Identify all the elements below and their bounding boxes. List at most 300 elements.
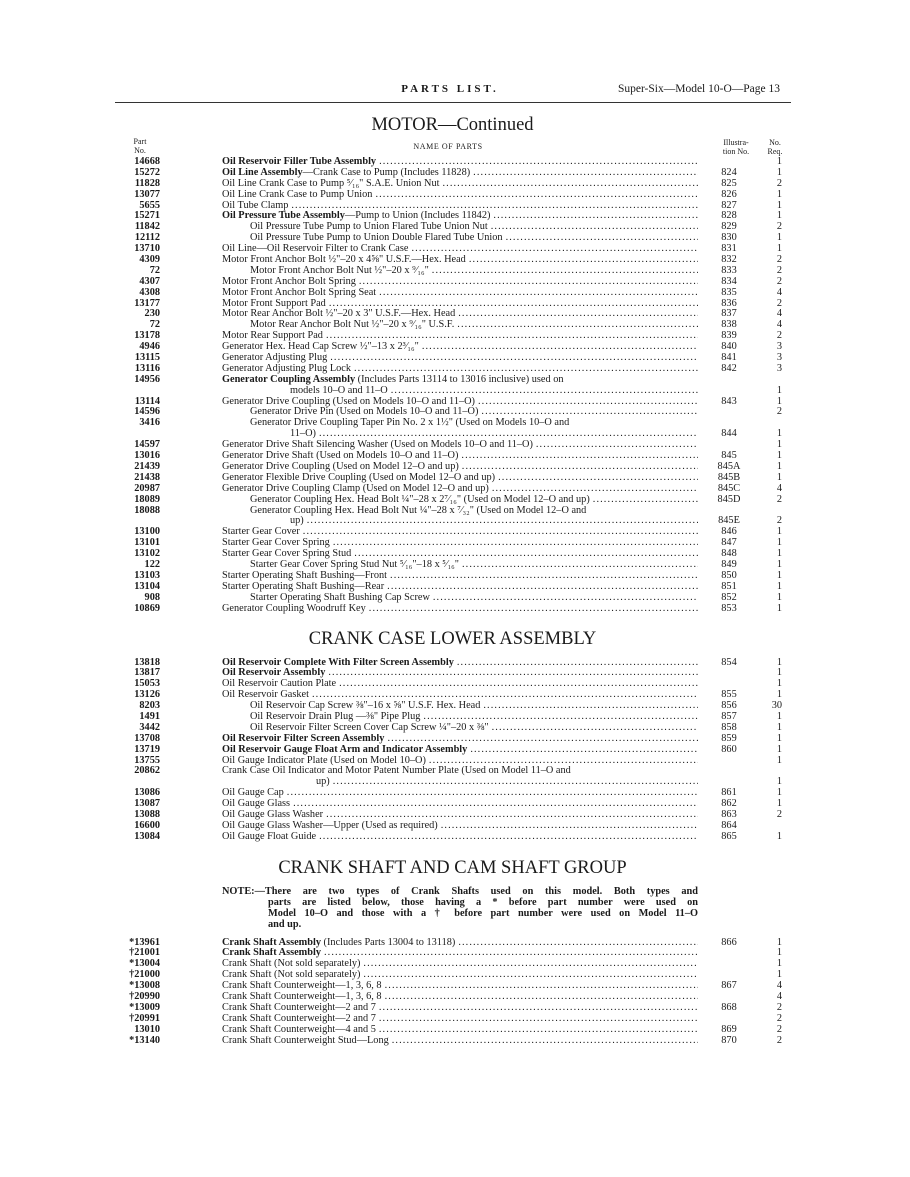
- part-name-rest: Starter Gear Cover Spring Stud: [222, 549, 352, 560]
- illustration-number: 862: [721, 798, 737, 810]
- quantity-required: 2: [776, 1012, 782, 1024]
- dot-leader: [384, 734, 698, 745]
- part-name: [222, 549, 698, 560]
- part-name: [222, 970, 698, 981]
- illustration-number: 848: [721, 548, 737, 560]
- dot-leader: [351, 364, 698, 375]
- section-title-motor: MOTOR—Continued: [371, 115, 534, 135]
- part-name: [222, 484, 698, 495]
- part-name-text: [250, 320, 454, 331]
- col-head-part-line1: Part: [133, 137, 147, 146]
- part-name: [222, 201, 698, 212]
- part-name: [250, 407, 698, 418]
- part-name-text: [222, 190, 372, 201]
- crank-case-parts-list: [0, 658, 910, 843]
- part-name-rest: Motor Rear Anchor Bolt ½"–20 x 3" U.S.F.—Hex. Head: [222, 309, 456, 320]
- part-name-text: [222, 745, 467, 756]
- part-number: 13126: [134, 689, 160, 701]
- parts-row: [0, 288, 910, 299]
- part-name-bold: Generator Coupling Assembly: [222, 374, 356, 385]
- part-number: 13016: [134, 450, 160, 462]
- part-name: [250, 320, 698, 331]
- part-name-text: [222, 679, 336, 690]
- part-name-text: [222, 353, 327, 364]
- part-number: 5655: [139, 199, 160, 211]
- parts-row: [0, 549, 910, 560]
- parts-row: [0, 190, 910, 201]
- part-name-rest: Starter Operating Shaft Bushing—Front: [222, 570, 388, 581]
- part-name-rest: Motor Front Anchor Bolt Nut ½"–20 x ⁹⁄₁₆": [250, 265, 429, 276]
- part-name-bold: Oil Reservoir Filter Screen Assembly: [222, 733, 385, 744]
- part-name-text: [222, 255, 466, 266]
- quantity-required: 1: [776, 569, 782, 581]
- quantity-required: 2: [776, 1023, 782, 1035]
- illustration-number: 844: [721, 428, 737, 440]
- illustration-number: 852: [721, 591, 737, 603]
- part-number: 14597: [134, 439, 160, 451]
- dot-leader: [356, 277, 698, 288]
- quantity-required: 1: [776, 199, 782, 211]
- part-name: [222, 799, 698, 810]
- illustration-number: 838: [721, 319, 737, 331]
- part-number: †21000: [129, 969, 160, 981]
- part-name-text: [222, 299, 326, 310]
- illustration-number: 845E: [718, 515, 740, 527]
- quantity-required: 4: [776, 482, 782, 494]
- part-name-text: [222, 462, 459, 473]
- part-name-text: [222, 277, 356, 288]
- part-name-rest: Generator Drive Coupling (Used on Models 10–O and 11–O): [222, 396, 475, 407]
- part-name-text: [250, 723, 489, 734]
- illustration-number: 824: [721, 166, 737, 178]
- part-name-rest: Oil Line Crank Case to Pump Union: [222, 189, 373, 200]
- part-name-text: [250, 266, 429, 277]
- part-name: [222, 959, 698, 970]
- illustration-number: 845: [721, 450, 737, 462]
- part-number: 11828: [134, 177, 160, 189]
- quantity-required: 1: [776, 188, 782, 200]
- dot-leader: [376, 1003, 698, 1014]
- part-name-rest: Oil Gauge Glass Washer: [222, 809, 324, 820]
- part-number: 230: [144, 308, 160, 320]
- note-line: NOTE:—There are two types of Crank Shafts used on this model. Both types and: [222, 886, 698, 897]
- dot-leader: [284, 788, 698, 799]
- part-number: 15272: [134, 166, 160, 178]
- dot-leader: [300, 527, 698, 538]
- illustration-number: 851: [721, 580, 737, 592]
- part-name-text: [222, 582, 384, 593]
- part-name: [222, 331, 698, 342]
- quantity-required: 1: [776, 232, 782, 244]
- dot-leader: [475, 397, 698, 408]
- dot-leader: [327, 353, 698, 364]
- dot-leader: [533, 440, 698, 451]
- part-number: 13077: [134, 188, 160, 200]
- illustration-number: 868: [721, 1001, 737, 1013]
- part-number: †20991: [129, 1012, 160, 1024]
- quantity-required: 2: [776, 275, 782, 287]
- part-name-rest: Crank Shaft Counterweight—1, 3, 6, 8: [222, 981, 382, 992]
- quantity-required: 2: [776, 254, 782, 266]
- part-number: 18089: [134, 493, 160, 505]
- part-name: [250, 712, 698, 723]
- dot-leader: [376, 1025, 698, 1036]
- part-number: 21439: [134, 460, 160, 472]
- part-name: [250, 701, 698, 712]
- part-name-bold: Oil Reservoir Complete With Filter Screen Assembly: [222, 657, 454, 668]
- quantity-required: 1: [776, 958, 782, 970]
- dot-leader: [323, 331, 698, 342]
- illustration-number: 849: [721, 558, 737, 570]
- part-name-text: [222, 992, 382, 1003]
- part-name: [222, 938, 698, 949]
- part-name-text: [222, 668, 325, 679]
- parts-row: [0, 244, 910, 255]
- dot-leader: [288, 201, 698, 212]
- illustration-number: 860: [721, 743, 737, 755]
- quantity-required: 1: [776, 243, 782, 255]
- quantity-required: 1: [776, 798, 782, 810]
- part-name-text: [222, 201, 288, 212]
- quantity-required: 1: [776, 721, 782, 733]
- part-name-text: [222, 821, 438, 832]
- quantity-required: 2: [776, 221, 782, 233]
- parts-row: [0, 712, 910, 723]
- part-name-text: [222, 288, 376, 299]
- dot-leader: [360, 959, 698, 970]
- illustration-number: 853: [721, 602, 737, 614]
- parts-row: [0, 701, 910, 712]
- running-header-title: PARTS LIST.: [401, 83, 499, 95]
- part-number: 4308: [139, 286, 160, 298]
- part-name-text: [222, 734, 384, 745]
- part-name: [222, 397, 698, 408]
- illustration-number: 830: [721, 232, 737, 244]
- col-head-req-line2: Req.: [767, 146, 783, 156]
- part-name-text: [250, 701, 480, 712]
- illustration-number: 833: [721, 264, 737, 276]
- part-name: [222, 1014, 698, 1025]
- part-number: 15271: [134, 210, 160, 222]
- part-name: [250, 418, 698, 429]
- part-name: [222, 462, 698, 473]
- part-name: [222, 299, 698, 310]
- note-line: parts are listed below, those having a * before part number were used on: [268, 897, 698, 908]
- part-name-text: [222, 832, 316, 843]
- illustration-number: 843: [721, 395, 737, 407]
- part-name: [222, 734, 698, 745]
- quantity-required: 2: [776, 1034, 782, 1046]
- part-name-text: [250, 712, 420, 723]
- dot-leader: [382, 981, 698, 992]
- part-name-text: [250, 495, 590, 506]
- parts-row: [0, 766, 910, 777]
- part-name-rest: Generator Drive Coupling Taper Pin No. 2 x 1½" (Used on Models 10–O and: [250, 418, 570, 429]
- quantity-required: 1: [776, 743, 782, 755]
- quantity-required: 1: [776, 166, 782, 178]
- parts-row: [0, 407, 910, 418]
- part-name-rest: Crank Case Oil Indicator and Motor Patent Number Plate (Used on Model 11–O and: [222, 766, 571, 777]
- illustration-number: 854: [721, 656, 737, 668]
- part-name-continuation: [316, 777, 698, 788]
- part-name-rest: Starter Operating Shaft Bushing—Rear: [222, 581, 385, 592]
- part-name-text: [250, 593, 430, 604]
- part-number: 13084: [134, 830, 160, 842]
- col-head-name: NAME OF PARTS: [413, 142, 483, 151]
- parts-row: [0, 266, 910, 277]
- quantity-required: 1: [776, 591, 782, 603]
- illustration-number: 863: [721, 808, 737, 820]
- dot-leader: [489, 723, 698, 734]
- illustration-number: 842: [721, 362, 737, 374]
- part-name-continuation: [290, 429, 698, 440]
- part-name: [222, 375, 698, 386]
- dot-leader: [489, 484, 698, 495]
- quantity-required: 1: [776, 460, 782, 472]
- parts-row-continuation: [0, 386, 910, 397]
- quantity-required: 2: [776, 515, 782, 527]
- part-name: [222, 353, 698, 364]
- part-name-text: [222, 440, 533, 451]
- quantity-required: 1: [776, 537, 782, 549]
- illustration-number: 857: [721, 710, 737, 722]
- part-name-text: [222, 179, 439, 190]
- parts-row: [0, 484, 910, 495]
- part-number: *13009: [129, 1001, 160, 1013]
- part-number: 13719: [134, 743, 160, 755]
- illustration-number: 827: [721, 199, 737, 211]
- part-number: 14596: [134, 406, 160, 418]
- col-head-part-no: [125, 138, 155, 155]
- part-name-text: [250, 233, 503, 244]
- illustration-number: 831: [721, 243, 737, 255]
- part-name-bold: Oil Reservoir Filler Tube Assembly: [222, 157, 377, 167]
- part-name-continuation: [290, 386, 698, 397]
- part-name-cont-text: 11–O): [290, 429, 316, 440]
- part-number: 908: [144, 591, 160, 603]
- quantity-required: 1: [776, 754, 782, 766]
- quantity-required: 1: [776, 384, 782, 396]
- part-name-rest: Oil Reservoir Cap Screw ⅜"–16 x ⅝" U.S.F. Hex. Head: [250, 701, 481, 712]
- quantity-required: 1: [776, 969, 782, 981]
- dot-leader: [387, 571, 698, 582]
- part-name-bold: Oil Line Assembly: [222, 167, 303, 178]
- part-name: [222, 288, 698, 299]
- part-name-rest: Crank Shaft Counterweight—2 and 7: [222, 1013, 376, 1024]
- dot-leader: [376, 157, 698, 168]
- part-name-text: [222, 1014, 376, 1025]
- part-name-text: [222, 756, 426, 767]
- quantity-required: 2: [776, 808, 782, 820]
- quantity-required: 4: [776, 319, 782, 331]
- dot-leader: [389, 1036, 698, 1047]
- dot-leader: [382, 992, 698, 1003]
- part-name-rest: Starter Gear Cover Spring: [222, 538, 330, 549]
- part-name-text: [222, 604, 366, 615]
- crank-shaft-parts-list: [0, 938, 910, 1047]
- part-name-rest: Crank Shaft Counterweight—1, 3, 6, 8: [222, 991, 382, 1002]
- part-name: [222, 981, 698, 992]
- quantity-required: 2: [776, 1001, 782, 1013]
- part-number: 13087: [134, 798, 160, 810]
- part-name-rest: Generator Adjusting Plug: [222, 353, 328, 364]
- part-name-continuation: [290, 516, 698, 527]
- part-name-text: [250, 407, 478, 418]
- part-name: [250, 222, 698, 233]
- part-name-text: [222, 527, 300, 538]
- part-number: *13961: [129, 936, 160, 948]
- part-number: 3416: [139, 417, 160, 429]
- quantity-required: 4: [776, 286, 782, 298]
- quantity-required: 2: [776, 330, 782, 342]
- part-name-text: [222, 484, 489, 495]
- motor-parts-list: [0, 157, 910, 614]
- part-number: 3442: [139, 721, 160, 733]
- part-name-text: [222, 211, 490, 222]
- part-number: 13710: [134, 243, 160, 255]
- part-name-bold: Oil Reservoir Assembly: [222, 668, 326, 679]
- dot-leader: [330, 777, 698, 788]
- dot-leader: [304, 516, 698, 527]
- part-number: 13116: [134, 362, 160, 374]
- part-name-rest: Crank Shaft Counterweight Stud—Long: [222, 1035, 389, 1046]
- dot-leader: [478, 407, 698, 418]
- parts-row: [0, 604, 910, 615]
- parts-row: [0, 1025, 910, 1036]
- quantity-required: 1: [776, 580, 782, 592]
- quantity-required: 1: [776, 656, 782, 668]
- part-number: †20990: [129, 990, 160, 1002]
- part-number: 8203: [139, 700, 160, 712]
- quantity-required: 2: [776, 493, 782, 505]
- part-name-rest: Motor Front Support Pad: [222, 298, 326, 309]
- illustration-number: 839: [721, 330, 737, 342]
- part-name-text: [222, 571, 387, 582]
- dot-leader: [388, 386, 698, 397]
- part-name-rest: Motor Rear Support Pad: [222, 331, 323, 342]
- part-name-rest: Generator Drive Pin (Used on Models 10–O and 11–O): [250, 407, 479, 418]
- part-name: [250, 723, 698, 734]
- illustration-number: 858: [721, 721, 737, 733]
- part-name: [222, 309, 698, 320]
- parts-row: [0, 255, 910, 266]
- part-name-rest: Starter Gear Cover Spring Stud Nut ⁵⁄₁₆"–18 x ⁵⁄₁₆": [250, 559, 459, 570]
- quantity-required: 3: [776, 362, 782, 374]
- part-name-rest: Generator Adjusting Plug Lock: [222, 363, 351, 374]
- part-number: 21438: [134, 471, 160, 483]
- part-name: [222, 527, 698, 538]
- section-title-crank-case: CRANK CASE LOWER ASSEMBLY: [308, 629, 597, 649]
- part-name-rest: Oil Reservoir Caution Plate: [222, 679, 337, 690]
- dot-leader: [376, 288, 698, 299]
- part-name-cont-text: models 10–O and 11–O: [290, 385, 388, 396]
- quantity-required: 1: [776, 526, 782, 538]
- part-name-text: [222, 658, 454, 669]
- part-name-text: [250, 222, 488, 233]
- col-head-part-line2: No.: [134, 145, 146, 155]
- quantity-required: 1: [776, 602, 782, 614]
- part-name-text: [222, 970, 360, 981]
- dot-leader: [309, 690, 698, 701]
- illustration-number: 869: [721, 1023, 737, 1035]
- quantity-required: 1: [776, 936, 782, 948]
- part-number: †21001: [129, 947, 160, 959]
- quantity-required: 1: [776, 689, 782, 701]
- quantity-required: 1: [776, 710, 782, 722]
- illustration-number: 866: [721, 936, 737, 948]
- part-number: 16600: [134, 819, 160, 831]
- parts-row: [0, 506, 910, 517]
- dot-leader: [459, 462, 698, 473]
- part-name: [222, 745, 698, 756]
- illustration-number: 861: [721, 787, 737, 799]
- part-number: 13818: [134, 656, 160, 668]
- parts-row: [0, 734, 910, 745]
- part-name: [222, 473, 698, 484]
- part-name: [222, 1036, 698, 1047]
- part-number: 13101: [134, 537, 160, 549]
- part-name: [222, 690, 698, 701]
- part-name: [222, 668, 698, 679]
- part-name-rest: Motor Front Anchor Bolt Spring: [222, 276, 356, 287]
- dot-leader: [455, 309, 698, 320]
- illustration-number: 836: [721, 297, 737, 309]
- illustration-number: 825: [721, 177, 737, 189]
- part-number: 14956: [134, 373, 160, 385]
- part-name-text: [222, 690, 309, 701]
- illustration-number: 845A: [717, 460, 741, 472]
- illustration-number: 856: [721, 700, 737, 712]
- illustration-number: 826: [721, 188, 737, 200]
- quantity-required: 4: [776, 980, 782, 992]
- dot-leader: [316, 832, 698, 843]
- part-name: [222, 810, 698, 821]
- part-number: 4307: [139, 275, 160, 287]
- part-name-text: [250, 560, 459, 571]
- illustration-number: 840: [721, 341, 737, 353]
- part-name-rest: Oil Line—Oil Reservoir Filter to Crank Case: [222, 244, 409, 255]
- parts-row: [0, 1014, 910, 1025]
- illustration-number: 845B: [717, 471, 741, 483]
- part-name: [222, 948, 698, 959]
- quantity-required: 3: [776, 341, 782, 353]
- part-name-rest: Oil Line Crank Case to Pump ⁵⁄₁₆" S.A.E. Union Nut: [222, 178, 440, 189]
- part-name-text: [222, 959, 360, 970]
- dot-leader: [321, 948, 698, 959]
- quantity-required: 1: [776, 678, 782, 690]
- part-name: [222, 451, 698, 462]
- part-name-rest: Generator Coupling Woodruff Key: [222, 603, 366, 614]
- parts-row: [0, 418, 910, 429]
- part-name-rest: (Includes Parts 13114 to 13016 inclusive) used on: [355, 374, 564, 385]
- quantity-required: 1: [776, 787, 782, 799]
- part-name-rest: Crank Shaft Counterweight—2 and 7: [222, 1002, 376, 1013]
- part-name-rest: —Crank Case to Pump (Includes 11828): [302, 167, 471, 178]
- dot-leader: [330, 538, 698, 549]
- illustration-number: 846: [721, 526, 737, 538]
- part-name-rest: Motor Front Anchor Bolt Spring Seat: [222, 287, 377, 298]
- part-name: [222, 277, 698, 288]
- part-name-rest: Generator Drive Shaft Silencing Washer (Used on Models 10–O and 11–O): [222, 440, 533, 451]
- illustration-number: 835: [721, 286, 737, 298]
- dot-leader: [360, 970, 698, 981]
- part-name-text: [250, 418, 569, 429]
- illustration-number: 855: [721, 689, 737, 701]
- col-head-required: [762, 139, 788, 156]
- part-name: [222, 679, 698, 690]
- quantity-required: 2: [776, 264, 782, 276]
- part-name: [222, 168, 698, 179]
